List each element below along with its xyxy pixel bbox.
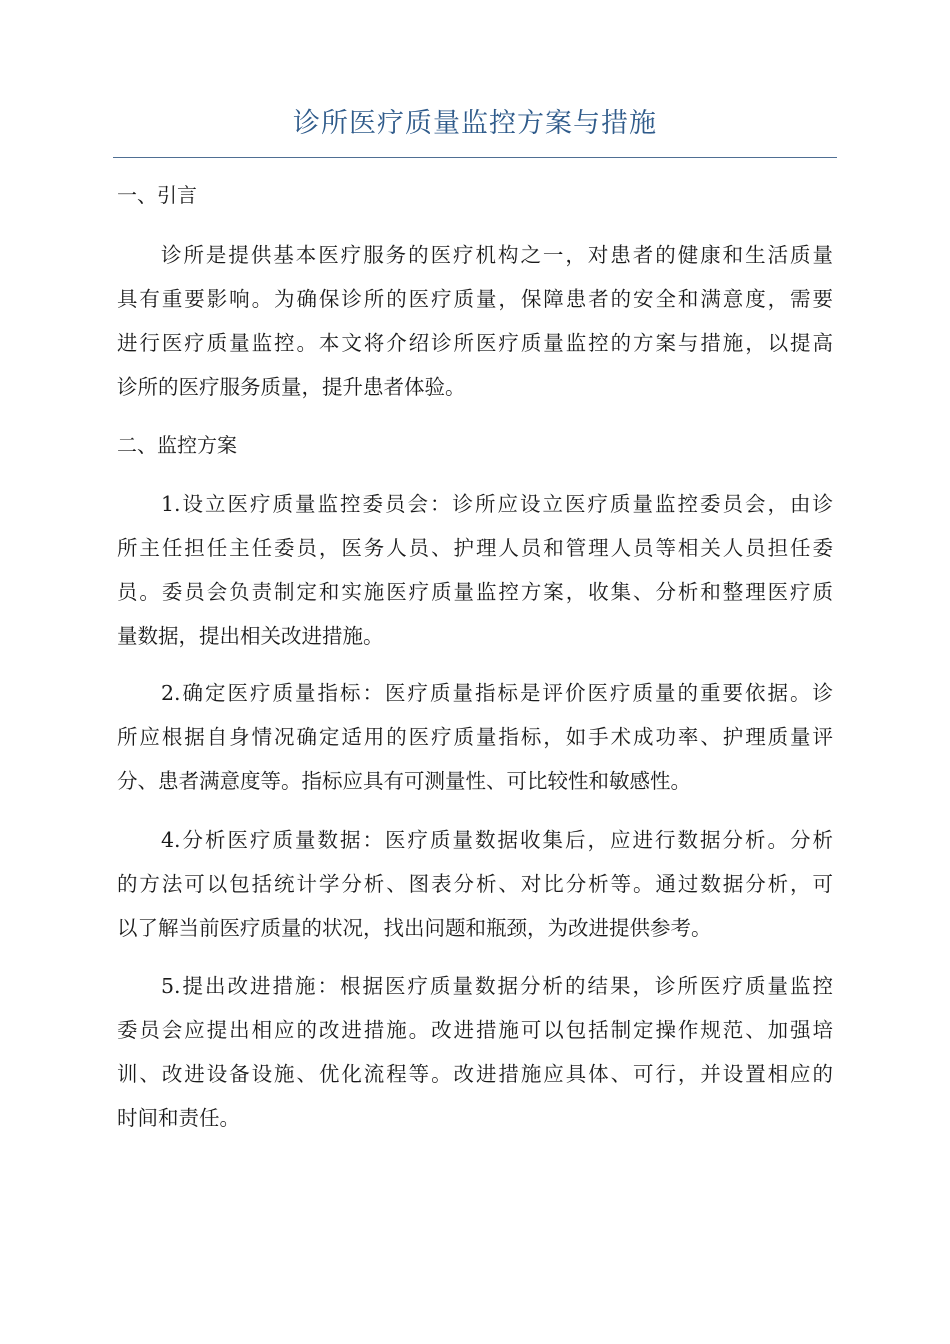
document-title: 诊所医疗质量监控方案与措施 xyxy=(293,108,657,139)
paragraph-line: 1.设立医疗质量监控委员会：诊所应设立医疗质量监控委员会，由诊 xyxy=(161,492,833,516)
paragraph-line: 量数据，提出相关改进措施。 xyxy=(117,624,384,648)
paragraph-line: 分、患者满意度等。指标应具有可测量性、可比较性和敏感性。 xyxy=(117,769,691,793)
paragraph-item-2 xyxy=(117,671,833,803)
paragraph-line: 所应根据自身情况确定适用的医疗质量指标，如手术成功率、护理质量评 xyxy=(117,725,833,749)
paragraph-line: 的方法可以包括统计学分析、图表分析、对比分析等。通过数据分析，可 xyxy=(117,872,833,896)
paragraph-item-1 xyxy=(117,482,833,658)
paragraph-item-4 xyxy=(117,818,833,950)
paragraph-line: 4.分析医疗质量数据：医疗质量数据收集后，应进行数据分析。分析 xyxy=(161,828,833,852)
paragraph-line: 委员会应提出相应的改进措施。改进措施可以包括制定操作规范、加强培 xyxy=(117,1018,833,1042)
paragraph-line: 训、改进设备设施、优化流程等。改进措施应具体、可行，并设置相应的 xyxy=(117,1062,833,1086)
paragraph-line: 5.提出改进措施：根据医疗质量数据分析的结果，诊所医疗质量监控 xyxy=(161,974,833,998)
paragraph-introduction xyxy=(117,233,833,409)
paragraph-item-5 xyxy=(117,964,833,1140)
paragraph-line: 员。委员会负责制定和实施医疗质量监控方案，收集、分析和整理医疗质 xyxy=(117,580,833,604)
section-heading-monitoring-plan: 二、监控方案 xyxy=(117,433,237,457)
paragraph-line: 时间和责任。 xyxy=(117,1106,240,1130)
paragraph-line: 以了解当前医疗质量的状况，找出问题和瓶颈，为改进提供参考。 xyxy=(117,916,712,940)
paragraph-line: 所主任担任主任委员，医务人员、护理人员和管理人员等相关人员担任委 xyxy=(117,536,833,560)
title-divider xyxy=(113,157,837,158)
paragraph-line: 具有重要影响。为确保诊所的医疗质量，保障患者的安全和满意度，需要 xyxy=(117,287,833,311)
paragraph-line: 诊所是提供基本医疗服务的医疗机构之一，对患者的健康和生活质量 xyxy=(161,243,833,267)
section-heading-introduction: 一、引言 xyxy=(117,183,197,207)
paragraph-line: 诊所的医疗服务质量，提升患者体验。 xyxy=(117,375,466,399)
paragraph-line: 进行医疗质量监控。本文将介绍诊所医疗质量监控的方案与措施，以提高 xyxy=(117,331,833,355)
paragraph-line: 2.确定医疗质量指标：医疗质量指标是评价医疗质量的重要依据。诊 xyxy=(161,681,833,705)
